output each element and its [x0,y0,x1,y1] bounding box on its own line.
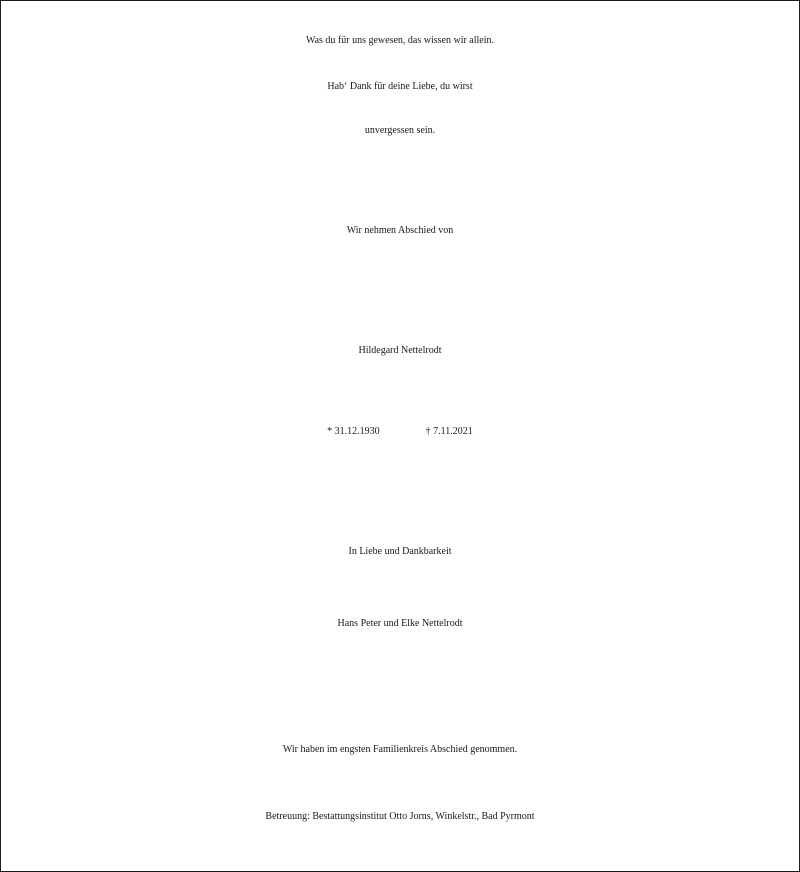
funeral-home-credit: Betreuung: Bestattungsinstitut Otto Jorns, Winkelstr., Bad Pyrmont [265,811,535,822]
mourners-names: Hans Peter und Elke Nettelrodt [337,618,463,629]
verse-line-2: Hab‘ Dank für deine Liebe, du wirst [327,81,473,92]
farewell-note: Wir haben im engsten Familienkreis Abschied genommen. [282,744,518,755]
intro-text: Wir nehmen Abschied von [346,225,454,236]
deceased-name: Hildegard Nettelrodt [358,345,442,356]
verse-line-3: unvergessen sein. [364,125,436,136]
life-dates [1,426,799,437]
thanks-text: In Liebe und Dankbarkeit [348,546,452,557]
death-date: † 7.11.2021 [425,426,473,437]
birth-date: * 31.12.1930 [327,426,380,437]
verse-line-1: Was du für uns gewesen, das wissen wir allein. [305,35,495,46]
